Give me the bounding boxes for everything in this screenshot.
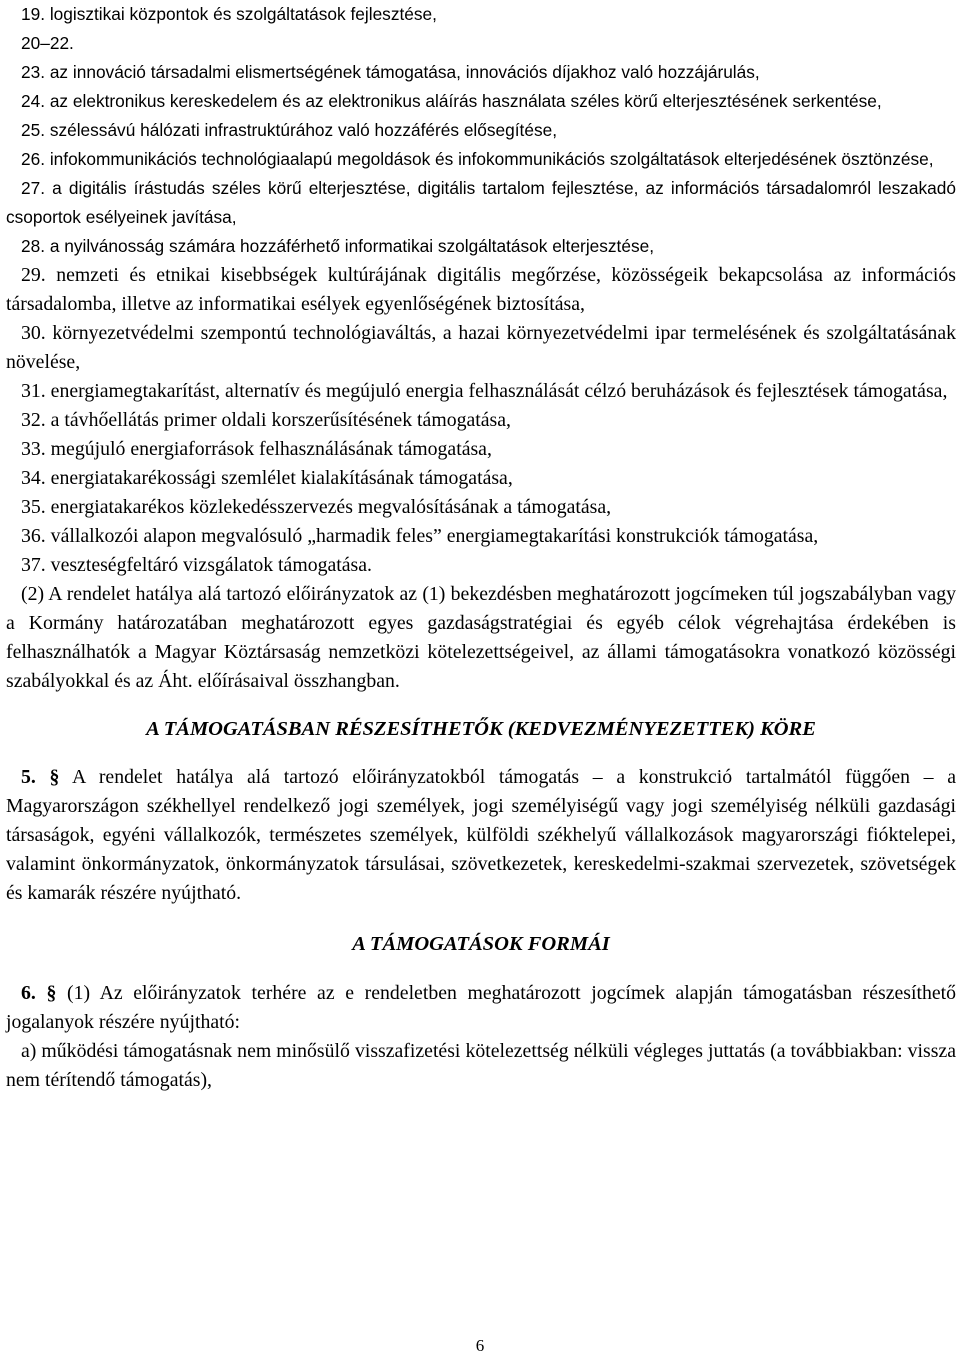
list-item-31: 31. energiamegtakarítást, alternatív és megújuló energia felhasználását célzó beruházások és fejlesztések támogatása,: [21, 380, 948, 402]
paragraph-2: (2) A rendelet hatálya alá tartozó előirányzatok az (1) bekezdésben meghatározott jogcímeken túl jogszabályban vagy a Kormány határozatában meghatározott egyes gazdaságstratégiai és egyéb célok végrehajtása érdekében is felhasználhatók a Magyar Köztársaság nemzetközi kötelezettségeivel, az állami támogatásokra vonatkozó közösségi szabályokkal és az Áht. előírásaival összhangban.: [6, 583, 956, 692]
section-5-number: 5. §: [21, 766, 60, 788]
item-list-sans: [6, 0, 956, 261]
list-item-20-22: 20–22.: [21, 33, 74, 53]
section-5: [6, 763, 956, 908]
list-item-25: 25. szélessávú hálózati infrastruktúrához való hozzáférés elősegítése,: [21, 120, 558, 140]
list-item-26: 26. infokommunikációs technológiaalapú megoldások és infokommunikációs szolgáltatások elterjedésének ösztönzése,: [21, 149, 934, 169]
spacer: [6, 696, 956, 715]
list-item-23: 23. az innováció társadalmi elismertségének támogatása, innovációs díjakhoz való hozzájárulás,: [21, 62, 760, 82]
section-heading-beneficiaries: A TÁMOGATÁSBAN RÉSZESÍTHETŐK (KEDVEZMÉNYEZETTEK) KÖRE: [146, 718, 816, 740]
list-item-34: 34. energiatakarékossági szemlélet kialakításának támogatása,: [21, 467, 513, 489]
list-item-36: 36. vállalkozói alapon megvalósuló „harmadik feles” energiamegtakarítási konstrukciók támogatása,: [21, 525, 819, 547]
spacer: [6, 959, 956, 979]
section-6: [6, 979, 956, 1037]
list-item-35: 35. energiatakarékos közlekedésszervezés megvalósításának a támogatása,: [21, 496, 612, 518]
spacer: [6, 908, 956, 930]
section-6-text: (1) Az előirányzatok terhére az e rendeletben meghatározott jogcímek alapján támogatásban részesíthető jogalanyok részére nyújtható:: [6, 982, 956, 1033]
section-5-text: A rendelet hatálya alá tartozó előirányzatokból támogatás – a konstrukció tartalmától függően – a Magyarországon székhellyel rendelkező jogi személyek, jogi személyiségű vagy jogi személyiség nélküli gazdasági társaságok, egyéni vállalkozók, természetes személyek, külföldi székhelyű vállalkozások magyarországi fióktelepei, valamint önkormányzatok, önkormányzatok társulásai, szövetkezetek, kereskedelmi-szakmai szervezetek, szövetségek és kamarák részére nyújtható.: [6, 766, 957, 904]
section-6-number: 6. §: [21, 982, 57, 1004]
list-item-37: 37. veszteségfeltáró vizsgálatok támogatása.: [21, 554, 372, 576]
list-item-a: a) működési támogatásnak nem minősülő visszafizetési kötelezettség nélküli végleges juttatás (a továbbiakban: vissza nem térítendő támogatás),: [6, 1040, 956, 1091]
list-item-32: 32. a távhőellátás primer oldali korszerűsítésének támogatása,: [21, 409, 511, 431]
spacer: [6, 744, 956, 763]
list-item-27: 27. a digitális írástudás széles körű elterjesztése, digitális tartalom fejlesztése, az információs társadalomról leszakadó csoportok esélyeinek javítása,: [6, 178, 956, 227]
list-item-29: 29. nemzeti és etnikai kisebbségek kultúrájának digitális megőrzése, közösségeik bekapcsolása az információs társadalomba, illetve az informatikai esélyek egyenlőségének biztosítása,: [6, 264, 956, 315]
list-item-28: 28. a nyilvánosság számára hozzáférhető informatikai szolgáltatások elterjesztése,: [21, 236, 655, 256]
list-item-33: 33. megújuló energiaforrások felhasználásának támogatása,: [21, 438, 492, 460]
list-item-24: 24. az elektronikus kereskedelem és az elektronikus aláírás használata széles körű elterjesztésének serkentése,: [21, 91, 882, 111]
item-list-serif: [6, 261, 956, 1095]
list-item-30: 30. környezetvédelmi szempontú technológiaváltás, a hazai környezetvédelmi ipar termelésének és szolgáltatásának növelése,: [6, 322, 956, 373]
list-item-19: 19. logisztikai központok és szolgáltatások fejlesztése,: [21, 4, 437, 24]
section-heading-support-forms: A TÁMOGATÁSOK FORMÁI: [352, 933, 610, 955]
document-page: [6, 0, 956, 1095]
page-number: 6: [475, 1336, 485, 1355]
